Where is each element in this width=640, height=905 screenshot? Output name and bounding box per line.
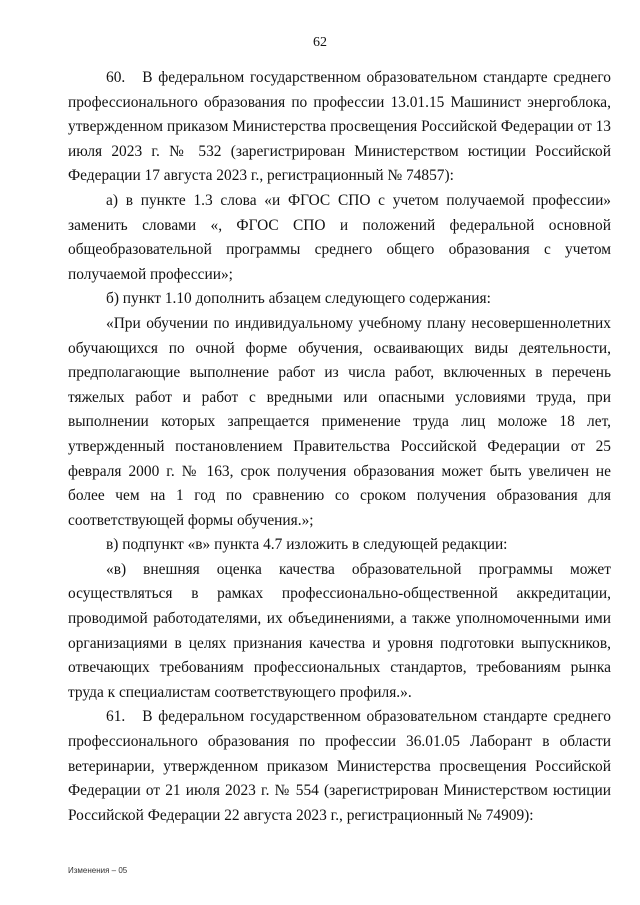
paragraph-60-b: б) пункт 1.10 дополнить абзацем следующего содержания: <box>106 290 491 308</box>
paragraph-60-a: а) в пункте 1.3 слова «и ФГОС СПО с учетом получаемой профессии» заменить словами «, ФГОС СПО и положений федеральной основной общеобразовательной программы среднего общего образования с учетом получаемой профессии»; <box>68 191 611 283</box>
paragraph-60: 60. В федеральном государственном образовательном стандарте среднего профессионального образования по профессии 13.01.15 Машинист энергоблока, утвержденном приказом Министерства просвещения Российской Федерации от 13 июля 2023 г. № 532 (зарегистрирован Министерством юстиции Российской Федерации 17 августа 2023 г., регистрационный № 74857): <box>68 69 611 185</box>
page-number: 62 <box>313 35 327 50</box>
paragraph-61: 61. В федеральном государственном образовательном стандарте среднего профессионального образования по профессии 36.01.05 Лаборант в области ветеринарии, утвержденном приказом Министерства просвещения Российской Федерации от 21 июля 2023 г. № 554 (зарегистрирован Министерством юстиции Российской Федерации 22 августа 2023 г., регистрационный № 74909): <box>68 708 611 824</box>
footer-note: Изменения – 05 <box>68 866 128 875</box>
paragraph-60-v-quote: «в) внешняя оценка качества образовательной программы может осуществляться в рамках профессионально-общественной аккредитации, проводимой работодателями, их объединениями, а также уполномоченными ими организациями в целях признания качества и уровня подготовки выпускников, отвечающих требованиям профессиональных стандартов, требованиям рынка труда к специалистам соответствующего профиля.». <box>68 560 611 701</box>
document-body <box>68 66 611 828</box>
paragraph-60-v: в) подпункт «в» пункта 4.7 изложить в следующей редакции: <box>106 536 508 554</box>
paragraph-60-b-quote: «При обучении по индивидуальному учебному плану несовершеннолетних обучающихся по очной форме обучения, осваивающих виды деятельности, предполагающие выполнение работ из числа работ, включенных в перечень тяжелых работ и работ с вредными или опасными условиями труда, при выполнении которых запрещается применение труда лиц моложе 18 лет, утвержденный постановлением Правительства Российской Федерации от 25 февраля 2000 г. № 163, срок получения образования может быть увеличен не более чем на 1 год по сравнению со сроком получения образования для соответствующей формы обучения.»; <box>68 314 611 529</box>
